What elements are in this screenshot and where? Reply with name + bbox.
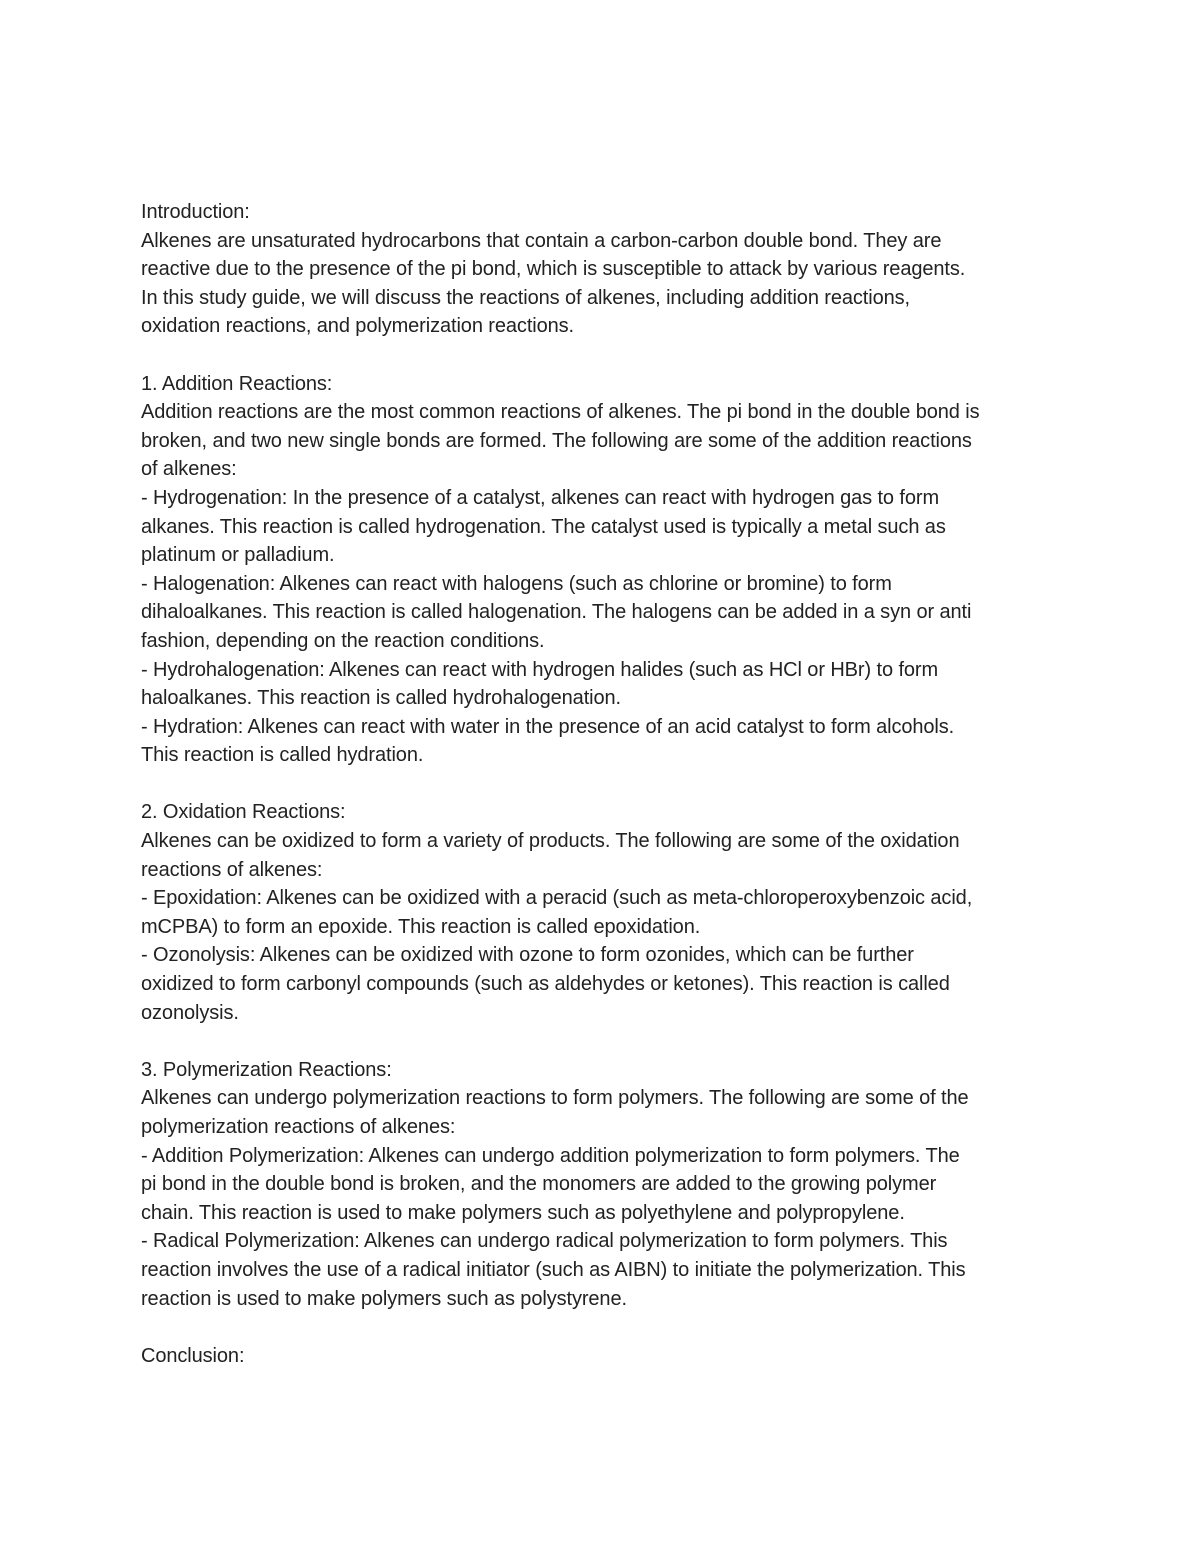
intro-line: reactive due to the presence of the pi bond, which is susceptible to attack by various reagents. (141, 258, 966, 281)
addition-line: broken, and two new single bonds are formed. The following are some of the addition reactions (141, 429, 972, 452)
polymerization-line: polymerization reactions of alkenes: (141, 1116, 456, 1138)
polymerization-line: Alkenes can undergo polymerization reactions to form polymers. The following are some of the (141, 1087, 969, 1110)
paragraph-gap (141, 1313, 1071, 1342)
document-body (141, 198, 1071, 1370)
ozonolysis-line: oxidized to form carbonyl compounds (such as aldehydes or ketones). This reaction is called (141, 973, 950, 996)
heading-conclusion: Conclusion: (141, 1344, 245, 1367)
addition-polymerization-line: pi bond in the double bond is broken, and the monomers are added to the growing polymer (141, 1173, 937, 1196)
paragraph-gap (141, 770, 1071, 799)
radical-polymerization-line: reaction is used to make polymers such as polystyrene. (141, 1287, 627, 1310)
hydrohalogenation-line: haloalkanes. This reaction is called hydrohalogenation. (141, 687, 621, 710)
heading-polymerization-reactions: 3. Polymerization Reactions: (141, 1058, 392, 1081)
halogenation-line: - Halogenation: Alkenes can react with halogens (such as chlorine or bromine) to form (141, 572, 892, 595)
heading-introduction: Introduction: (141, 201, 250, 223)
ozonolysis-line: ozonolysis. (141, 1001, 239, 1024)
oxidation-line: reactions of alkenes: (141, 858, 323, 881)
hydrogenation-line: platinum or palladium. (141, 544, 335, 567)
intro-line: oxidation reactions, and polymerization reactions. (141, 315, 575, 338)
addition-polymerization-line: chain. This reaction is used to make polymers such as polyethylene and polypropylene. (141, 1201, 905, 1224)
hydrogenation-line: - Hydrogenation: In the presence of a catalyst, alkenes can react with hydrogen gas to form (141, 486, 940, 509)
addition-polymerization-line: - Addition Polymerization: Alkenes can undergo addition polymerization to form polymers. The (141, 1144, 960, 1167)
hydrohalogenation-line: - Hydrohalogenation: Alkenes can react with hydrogen halides (such as HCl or HBr) to form (141, 658, 939, 681)
hydrogenation-line: alkanes. This reaction is called hydrogenation. The catalyst used is typically a metal such as (141, 515, 946, 538)
paragraph-gap (141, 341, 1071, 370)
ozonolysis-line: - Ozonolysis: Alkenes can be oxidized with ozone to form ozonides, which can be further (141, 944, 914, 967)
heading-addition-reactions: 1. Addition Reactions: (141, 372, 333, 395)
hydration-line: - Hydration: Alkenes can react with water in the presence of an acid catalyst to form alcohols. (141, 715, 955, 738)
intro-line: In this study guide, we will discuss the reactions of alkenes, including addition reactions, (141, 286, 911, 309)
epoxidation-line: mCPBA) to form an epoxide. This reaction is called epoxidation. (141, 915, 701, 938)
oxidation-line: Alkenes can be oxidized to form a variety of products. The following are some of the oxidation (141, 830, 960, 853)
radical-polymerization-line: - Radical Polymerization: Alkenes can undergo radical polymerization to form polymers. This (141, 1230, 948, 1253)
addition-line: Addition reactions are the most common reactions of alkenes. The pi bond in the double bond is (141, 401, 980, 424)
halogenation-line: dihaloalkanes. This reaction is called halogenation. The halogens can be added in a syn or anti (141, 601, 972, 624)
heading-oxidation-reactions: 2. Oxidation Reactions: (141, 801, 346, 824)
radical-polymerization-line: reaction involves the use of a radical initiator (such as AIBN) to initiate the polymerization. This (141, 1258, 966, 1281)
hydration-line: This reaction is called hydration. (141, 744, 424, 767)
epoxidation-line: - Epoxidation: Alkenes can be oxidized with a peracid (such as meta-chloroperoxybenzoic acid, (141, 887, 973, 910)
paragraph-gap (141, 1027, 1071, 1056)
addition-line: of alkenes: (141, 458, 237, 481)
intro-line: Alkenes are unsaturated hydrocarbons that contain a carbon-carbon double bond. They are (141, 229, 942, 252)
halogenation-line: fashion, depending on the reaction conditions. (141, 629, 545, 652)
